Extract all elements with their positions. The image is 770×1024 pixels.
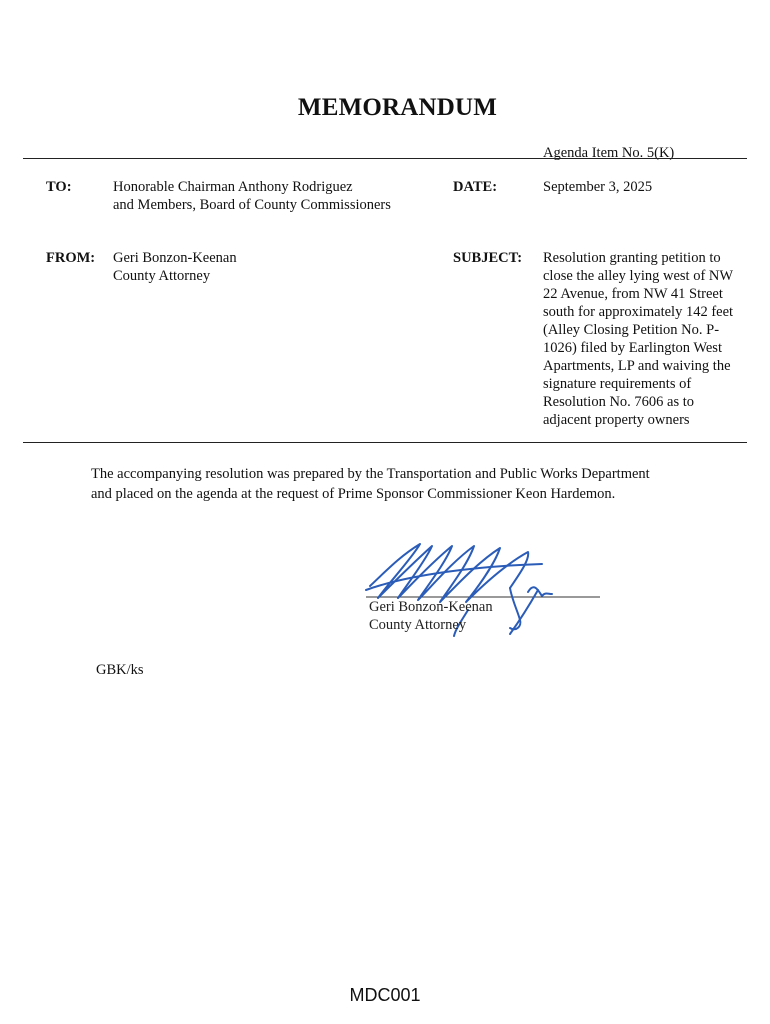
body-line-2: and placed on the agenda at the request of Prime Sponsor Commissioner Keon Hardemon. [91, 486, 616, 502]
to-line-2: and Members, Board of County Commissioners [113, 197, 391, 213]
subject-label: SUBJECT: [453, 250, 523, 266]
typist-initials: GBK/ks [96, 662, 144, 678]
subject-line: 1026) filed by Earlington West [543, 340, 722, 356]
body-line-1: The accompanying resolution was prepared by the Transportation and Public Works Department [91, 466, 650, 482]
header-rule [23, 158, 747, 159]
body-paragraph [91, 464, 650, 504]
footer-code: MDC001 [349, 985, 421, 1005]
signature-block [369, 598, 493, 634]
subject-text [543, 249, 758, 429]
subject-line: (Alley Closing Petition No. P- [543, 322, 720, 338]
subject-line: Resolution No. 7606 as to [543, 394, 695, 410]
subject-line: adjacent property owners [543, 412, 690, 428]
subject-line: south for approximately 142 feet [543, 304, 734, 320]
subject-line: 22 Avenue, from NW 41 Street [543, 286, 723, 302]
agenda-item-number: Agenda Item No. 5(K) [543, 145, 675, 161]
signer-name: Geri Bonzon-Keenan [369, 599, 493, 615]
subject-line: Apartments, LP and waiving the [543, 358, 731, 374]
from-label: FROM: [46, 250, 96, 266]
to-label: TO: [46, 179, 72, 195]
signer-title: County Attorney [369, 617, 467, 633]
to-line-1: Honorable Chairman Anthony Rodriguez [113, 179, 353, 195]
memo-title: MEMORANDUM [297, 94, 498, 121]
date-value: September 3, 2025 [543, 179, 653, 195]
date-label: DATE: [453, 179, 498, 195]
body-rule [23, 442, 747, 443]
subject-line: close the alley lying west of NW [543, 268, 734, 284]
subject-line: signature requirements of [543, 376, 692, 392]
from-line-1: Geri Bonzon-Keenan [113, 250, 237, 266]
from-line-2: County Attorney [113, 268, 211, 284]
subject-line: Resolution granting petition to [543, 250, 721, 266]
